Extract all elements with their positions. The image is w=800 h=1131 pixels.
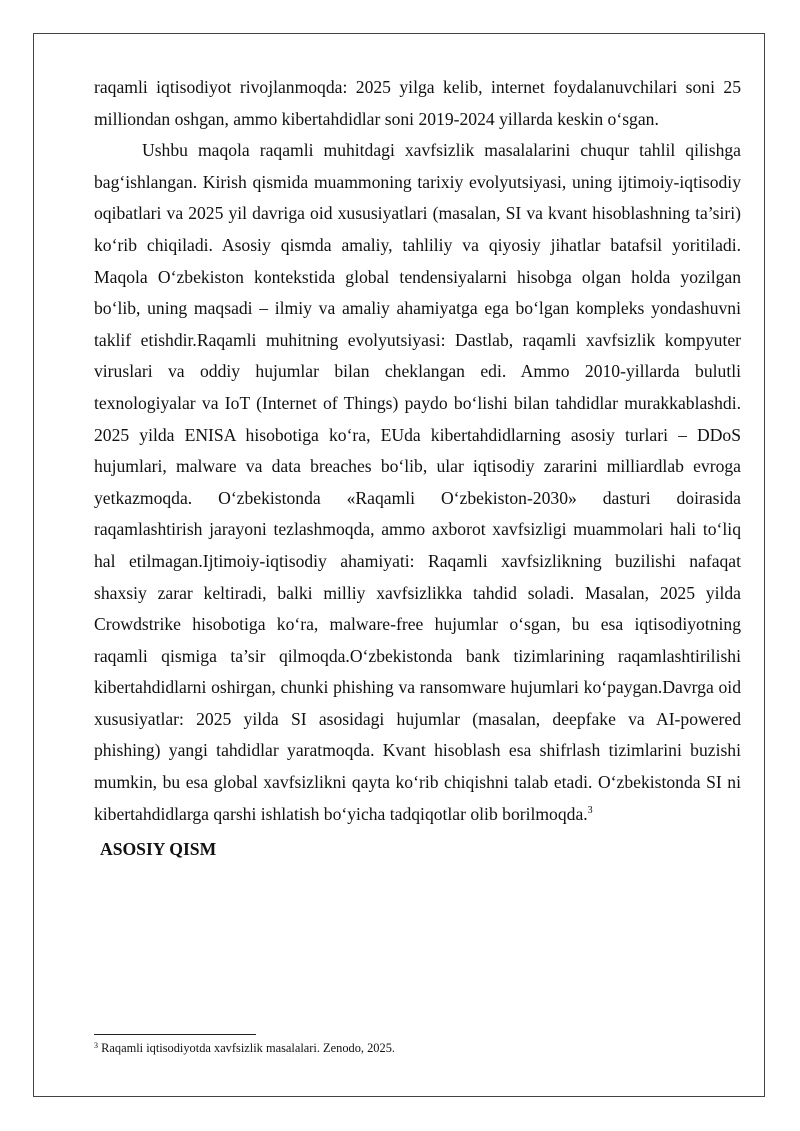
footnote-separator (94, 1034, 256, 1035)
section-heading: ASOSIY QISM (100, 839, 217, 860)
paragraph-main (94, 135, 741, 830)
footnote (94, 1040, 741, 1056)
paragraph-2-text: Ushbu maqola raqamli muhitdagi xavfsizlik masalalarini chuqur tahlil qilishga bag‘ishlangan. Kirish qismida muammoning tarixiy evolyutsiyasi, uning ijtimoiy-iqtisodiy oqibatlari va 2025 yil davriga oid xususiyatlari (masalan, SI va kvant hisoblashning ta’siri) ko‘rib chiqiladi. Asosiy qismda amaliy, tahliliy va qiyosiy jihatlar batafsil yoritiladi. Maqola O‘zbekiston kontekstida global tendensiyalarni hisobga olgan holda yozilgan bo‘lib, uning maqsadi – ilmiy va amaliy ahamiyatga ega bo‘lgan kompleks yondashuvni taklif etishdir.Raqamli muhitning evolyutsiyasi: Dastlab, raqamli xavfsizlik kompyuter viruslari va oddiy hujumlar bilan cheklangan edi. Ammo 2010-yillarda bulutli texnologiyalar va IoT (Internet of Things) paydo bo‘lishi bilan tahdidlar murakkablashdi. 2025 yilda ENISA hisobotiga ko‘ra, EUda kibertahdidlarning asosiy turlari – DDoS hujumlari, malware va data breaches bo‘lib, ular iqtisodiy zararini milliardlab evroga yetkazmoqda. O‘zbekistonda «Raqamli O‘zbekiston-2030» dasturi doirasida raqamlashtirish jarayoni tezlashmoqda, ammo axborot xavfsizligi muammolari hali to‘liq hal etilmagan.Ijtimoiy-iqtisodiy ahamiyati: Raqamli xavfsizlikning buzilishi nafaqat shaxsiy zarar keltiradi, balki milliy xavfsizlikka tahdid soladi. Masalan, 2025 yilda Crowdstrike hisobotiga ko‘ra, malware-free hujumlar o‘sgan, bu esa iqtisodiyotning raqamli qismiga ta’sir qilmoqda.O‘zbekistonda bank tizimlarining raqamlashtirilishi kibertahdidlarni oshirgan, chunki phishing va ransomware hujumlari ko‘paygan.Davrga oid xususiyatlar: 2025 yilda SI asosidagi hujumlar (masalan, deepfake va AI-powered phishing) yangi tahdidlar yaratmoqda. Kvant hisoblash esa shifrlash tizimlarini buzishi mumkin, bu esa global xavfsizlikni qayta ko‘rib chiqishni talab etadi. O‘zbekistonda SI ni kibertahdidlarga qarshi ishlatish bo‘yicha tadqiqotlar olib borilmoqda. (94, 140, 741, 824)
paragraph-continued (94, 72, 741, 135)
page-content (94, 72, 741, 866)
footnote-reference: 3 (587, 804, 593, 816)
paragraph-1-text: raqamli iqtisodiyot rivojlanmoqda: 2025 yilga kelib, internet foydalanuvchilari soni 25 milliondan oshgan, ammo kibertahdidlar soni 2019-2024 yillarda keskin o‘sgan. (94, 77, 741, 129)
footnote-text: Raqamli iqtisodiyotda xavfsizlik masalalari. Zenodo, 2025. (101, 1041, 395, 1055)
footnote-number: 3 (94, 1041, 98, 1050)
